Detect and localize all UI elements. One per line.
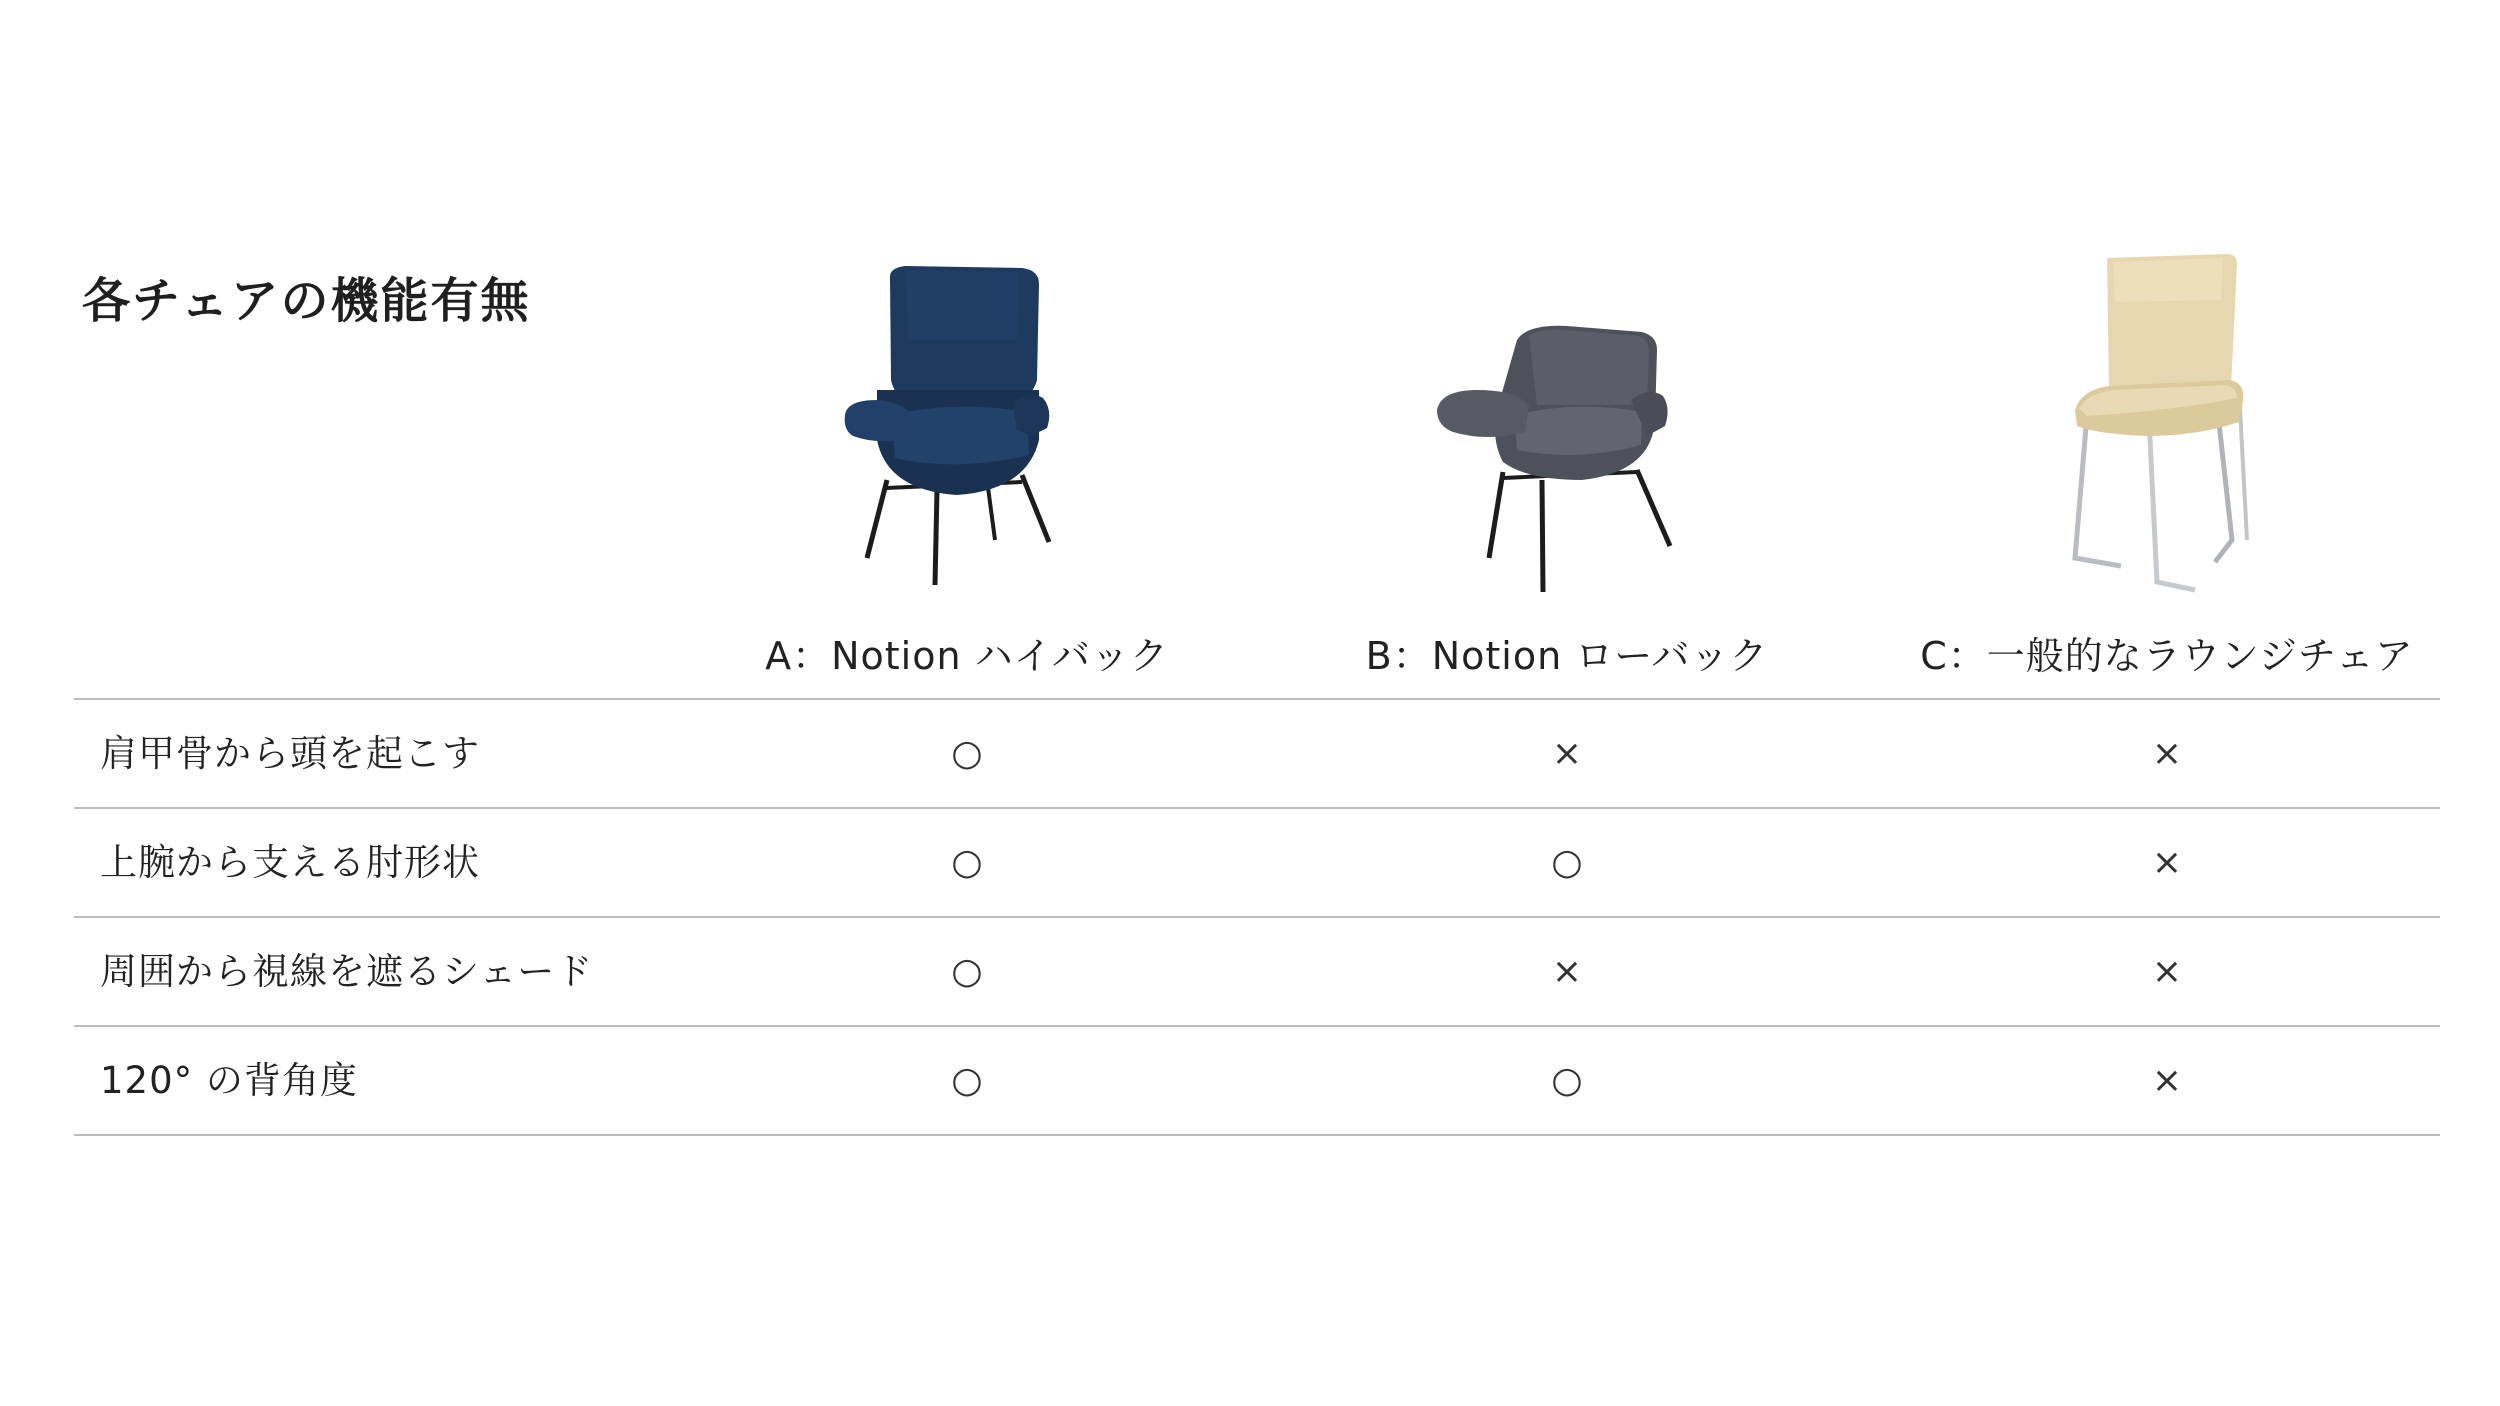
chair-c-label: C：一般的なラウンジチェア bbox=[1920, 634, 2414, 678]
chair-column-c bbox=[1867, 240, 2467, 680]
page-title: 各チェアの機能有無 bbox=[82, 273, 531, 329]
cell-chair-a: ○ bbox=[951, 1060, 983, 1101]
chair-c-image bbox=[2017, 240, 2317, 600]
feature-label: 肩甲骨から頭を起こす bbox=[100, 732, 480, 775]
cell-chair-b: × bbox=[1551, 733, 1583, 774]
cell-chair-b: × bbox=[1551, 951, 1583, 992]
feature-table bbox=[74, 698, 2440, 1136]
cell-chair-b: ○ bbox=[1551, 1060, 1583, 1101]
cell-chair-c: × bbox=[2151, 842, 2183, 883]
chair-a-image bbox=[817, 240, 1117, 600]
table-row bbox=[74, 807, 2440, 916]
chair-column-a bbox=[667, 240, 1267, 680]
table-row bbox=[74, 1025, 2440, 1136]
cell-chair-c: × bbox=[2151, 951, 2183, 992]
cell-chair-c: × bbox=[2151, 733, 2183, 774]
chair-b-image bbox=[1417, 240, 1717, 600]
chair-column-b bbox=[1267, 240, 1867, 680]
cell-chair-a: ○ bbox=[951, 951, 983, 992]
feature-label: 上腕から支える肘形状 bbox=[100, 841, 480, 884]
cell-chair-b: ○ bbox=[1551, 842, 1583, 883]
table-row bbox=[74, 698, 2440, 807]
cell-chair-c: × bbox=[2151, 1060, 2183, 1101]
cell-chair-a: ○ bbox=[951, 733, 983, 774]
feature-label: 周囲から視線を遮るシェード bbox=[100, 950, 594, 993]
feature-label: 120° の背角度 bbox=[100, 1059, 358, 1102]
table-row bbox=[74, 916, 2440, 1025]
chair-a-label: A：Notion ハイバック bbox=[765, 634, 1169, 678]
chair-b-label: B：Notion ローバック bbox=[1365, 634, 1769, 678]
cell-chair-a: ○ bbox=[951, 842, 983, 883]
